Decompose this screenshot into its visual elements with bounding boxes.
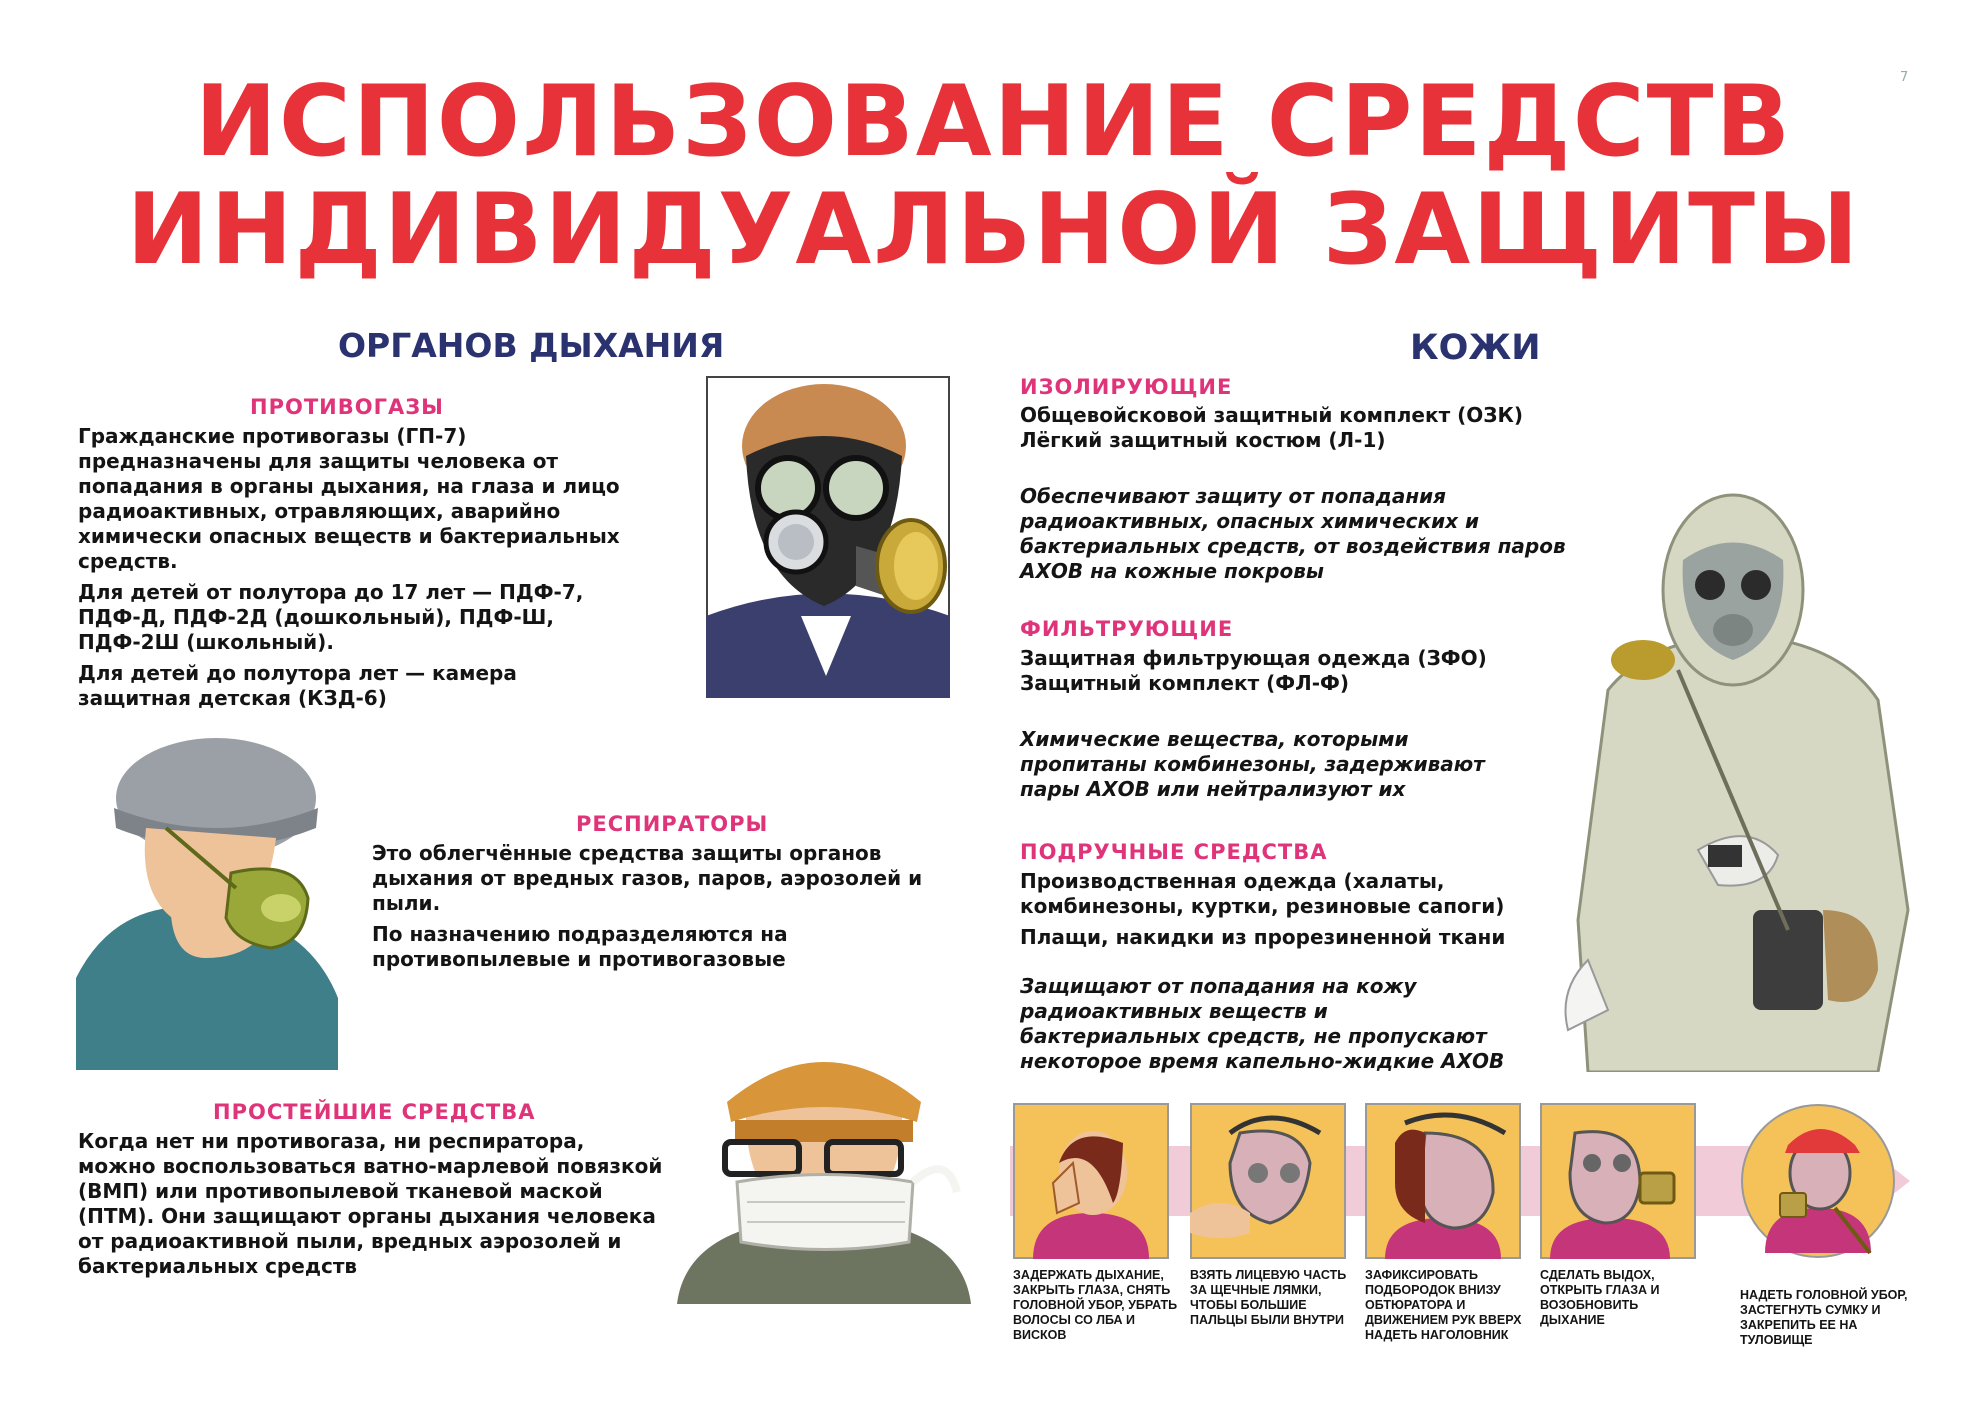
respirators-paragraph: Это облегчённые средства защиты органов дыхания от вредных газов, паров, аэрозолей и пыли. bbox=[372, 841, 923, 915]
gas-masks-paragraph: Гражданские противогазы (ГП-7) предназначены для защиты человека от попадания в органы дыхания, на глаза и лицо радиоактивных, отравляющих, аварийно химически опасных веществ и бактериальных средств. bbox=[78, 424, 620, 573]
step-4-caption: СДЕЛАТЬ ВЫДОХ, ОТКРЫТЬ ГЛАЗА И ВОЗОБНОВИТЬ ДЫХАНИЕ bbox=[1540, 1268, 1660, 1327]
step-1-illustration bbox=[1013, 1103, 1169, 1259]
gas-masks-paragraph: Для детей до полутора лет — камера защитная детская (КЗД-6) bbox=[78, 661, 517, 710]
isolating-items bbox=[1020, 403, 1620, 453]
gas-masks-paragraph: Для детей от полутора до 17 лет — ПДФ-7, ПДФ-Д, ПДФ-2Д (дошкольный), ПДФ-Ш, ПДФ-2Ш (школьный). bbox=[78, 580, 584, 654]
isolating-item: Лёгкий защитный костюм (Л-1) bbox=[1020, 428, 1386, 452]
step-1-caption: ЗАДЕРЖАТЬ ДЫХАНИЕ, ЗАКРЫТЬ ГЛАЗА, СНЯТЬ ГОЛОВНОЙ УБОР, УБРАТЬ ВОЛОСЫ СО ЛБА И ВИСКОВ bbox=[1013, 1268, 1178, 1342]
gas-masks-text bbox=[78, 424, 623, 717]
improvised-item: Производственная одежда (халаты, комбинезоны, куртки, резиновые сапоги) bbox=[1020, 869, 1505, 918]
title-line-1: ИСПОЛЬЗОВАНИЕ СРЕДСТВ bbox=[194, 65, 1793, 179]
step-5-caption: НАДЕТЬ ГОЛОВНОЙ УБОР, ЗАСТЕГНУТЬ СУМКУ И ЗАКРЕПИТЬ ЕЕ НА ТУЛОВИЩЕ bbox=[1740, 1288, 1908, 1347]
filtering-item: Защитный комплект (ФЛ-Ф) bbox=[1020, 671, 1349, 695]
simple-means-paragraph: Когда нет ни противогаза, ни респиратора, можно воспользоваться ватно-марлевой повязкой (ВМП) или противопылевой тканевой маской (ПТМ). Они защищают органы дыхания человека от радиоактивной пыли, вредных аэрозолей и бактериальных средств bbox=[78, 1129, 663, 1278]
step-2-caption: ВЗЯТЬ ЛИЦЕВУЮ ЧАСТЬ ЗА ЩЕЧНЫЕ ЛЯМКИ, ЧТОБЫ БОЛЬШИЕ ПАЛЬЦЫ БЫЛИ ВНУТРИ bbox=[1190, 1268, 1347, 1327]
filtering-note: Химические вещества, которыми пропитаны комбинезоны, задерживают пары АХОВ или нейтрализуют их bbox=[1020, 727, 1485, 801]
title-line-2: ИНДИВИДУАЛЬНОЙ ЗАЩИТЫ bbox=[126, 173, 1861, 287]
page-number: 7 bbox=[1900, 70, 1909, 85]
respirators-text bbox=[372, 841, 972, 978]
isolating-note: Обеспечивают защиту от попадания радиоактивных, опасных химических и бактериальных средств, от воздействия паров АХОВ на кожные покровы bbox=[1020, 484, 1566, 583]
respiratory-heading: ОРГАНОВ ДЫХАНИЯ bbox=[338, 326, 725, 365]
simple-means-heading: ПРОСТЕЙШИЕ СРЕДСТВА bbox=[213, 1100, 536, 1124]
step-4-illustration bbox=[1540, 1103, 1696, 1259]
respirators-paragraph: По назначению подразделяются на противопылевые и противогазовые bbox=[372, 922, 788, 971]
step-3-caption: ЗАФИКСИРОВАТЬ ПОДБОРОДОК ВНИЗУ ОБТЮРАТОРА И ДВИЖЕНИЕМ РУК ВВЕРХ НАДЕТЬ НАГОЛОВНИК bbox=[1365, 1268, 1522, 1342]
improvised-note: Защищают от попадания на кожу радиоактивных веществ и бактериальных средств, не пропускают некоторое время капельно-жидкие АХОВ bbox=[1020, 974, 1505, 1073]
step-5-illustration bbox=[1740, 1103, 1896, 1259]
step-3-illustration bbox=[1365, 1103, 1521, 1259]
filtering-heading: ФИЛЬТРУЮЩИЕ bbox=[1020, 617, 1234, 641]
skin-heading: КОЖИ bbox=[1410, 328, 1541, 368]
improvised-item: Плащи, накидки из прорезиненной ткани bbox=[1020, 925, 1506, 949]
respirator-illustration bbox=[76, 718, 338, 1070]
step-2-illustration bbox=[1190, 1103, 1346, 1259]
isolating-item: Общевойсковой защитный комплект (ОЗК) bbox=[1020, 403, 1523, 427]
poster-title bbox=[0, 65, 1987, 287]
improvised-heading: ПОДРУЧНЫЕ СРЕДСТВА bbox=[1020, 840, 1328, 864]
respirators-heading: РЕСПИРАТОРЫ bbox=[576, 812, 769, 836]
gas-masks-heading: ПРОТИВОГАЗЫ bbox=[250, 395, 444, 419]
isolating-heading: ИЗОЛИРУЮЩИЕ bbox=[1020, 375, 1233, 399]
protective-suit-illustration bbox=[1548, 490, 1936, 1072]
gas-mask-illustration bbox=[706, 376, 950, 698]
improvised-items bbox=[1020, 869, 1520, 956]
filtering-item: Защитная фильтрующая одежда (ЗФО) bbox=[1020, 646, 1487, 670]
gauze-mask-illustration bbox=[677, 1032, 971, 1304]
filtering-items bbox=[1020, 646, 1620, 696]
simple-means-text bbox=[78, 1129, 668, 1285]
